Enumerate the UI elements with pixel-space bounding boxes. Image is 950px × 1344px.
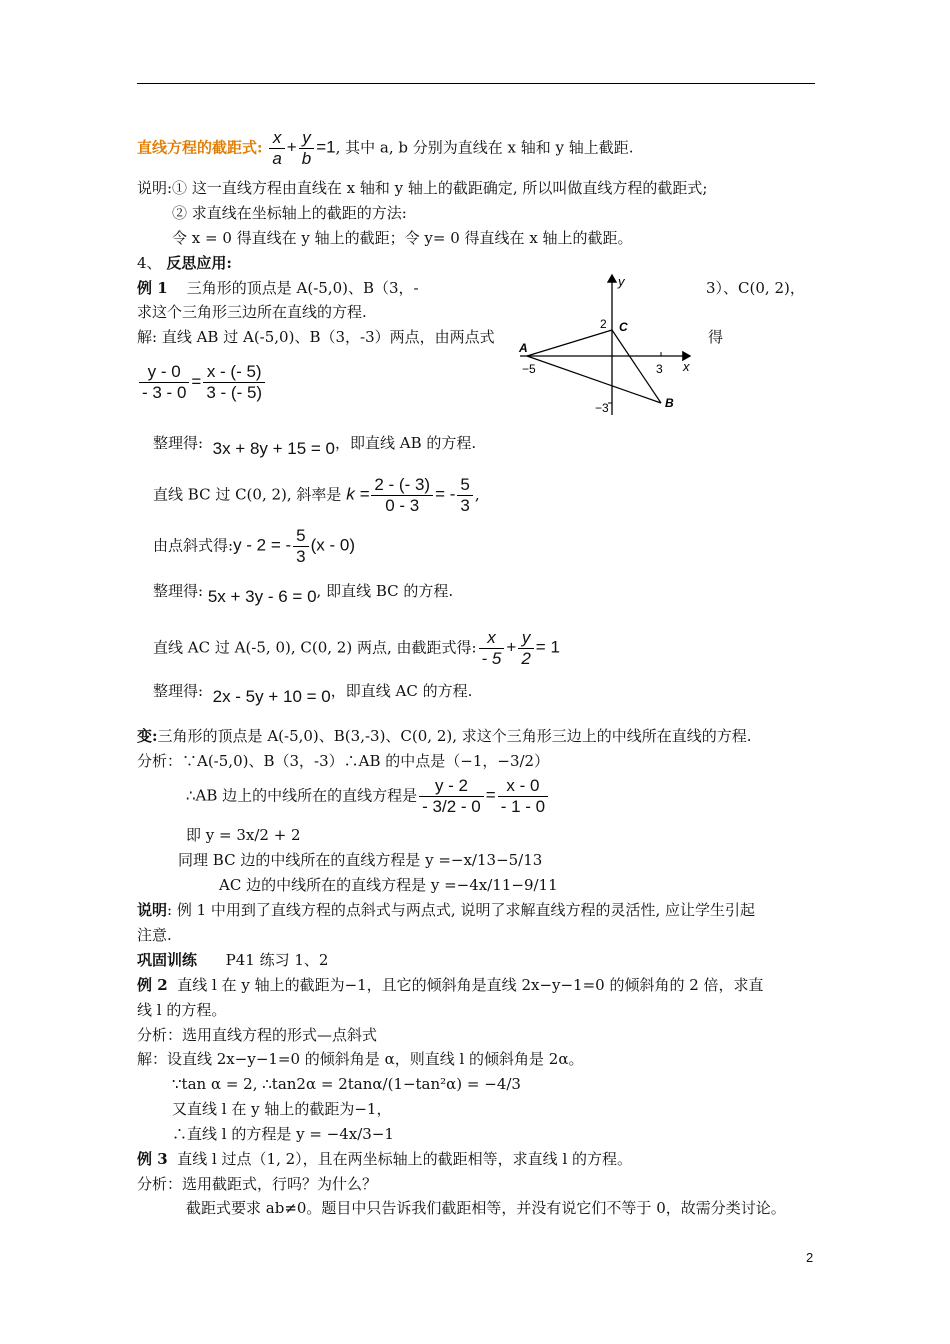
example1-solution: 解: 直线 AB 过 A(-5,0)、B（3，-3）两点，由两点式 bbox=[137, 328, 495, 346]
explain-line-2: 注意. bbox=[137, 926, 172, 944]
tick-neg5: −5 bbox=[522, 362, 536, 376]
example2-step-3: ∴直线 l 的方程是 y = −4x/3−1 bbox=[172, 1125, 394, 1143]
example3-line: 例 3 直线 l 过点（1, 2），且在两坐标轴上的截距相等，求直线 l 的方程。 bbox=[137, 1150, 633, 1168]
intercept-desc: , 其中 a, b 分别为直线在 x 轴和 y 轴上截距. bbox=[335, 138, 634, 157]
bc-slope-line: 直线 BC 过 C(0, 2), 斜率是 k = $\frac{2 - (- 3)}{0 - 3}$ = - $\frac{5}{3}$ , bbox=[153, 475, 480, 515]
y-axis-label: y bbox=[618, 274, 625, 289]
header-rule bbox=[137, 83, 815, 84]
note-3: 令 x = 0 得直线在 y 轴上的截距；令 y= 0 得直线在 x 轴上的截距。 bbox=[172, 229, 633, 247]
example2-line-2: 线 l 的方程。 bbox=[137, 1001, 227, 1019]
point-b-label: B bbox=[665, 396, 674, 410]
example2-solution: 解：设直线 2x−y−1=0 的倾斜角是 α，则直线 l 的倾斜角是 2α。 bbox=[137, 1050, 584, 1068]
practice-line: 巩固训练 P41 练习 1、2 bbox=[137, 951, 329, 969]
median-ab-line: ∴AB 边上的中线所在的直线方程是 $\frac{y - 2}{- 3/2 - 0}$ = $\frac{x - 0}{- 1 - 0}$ bbox=[186, 776, 550, 817]
variant-analysis-1: 分析：∵A(-5,0)、B（3，-3）∴AB 的中点是（−1，−3/2） bbox=[137, 752, 550, 770]
point-slope-line: 由点斜式得:y - 2 = - $\frac{5}{3}$ (x - 0) bbox=[153, 526, 356, 566]
intercept-form-line: 直线方程的截距式: $\frac{x}{a}$ + $\frac{y}{b}$ =1, 其中 a, b 分别为直线在 x 轴和 y 轴上截距. bbox=[137, 128, 634, 168]
variant-analysis-5: AC 边的中线所在的直线方程是 y =−4x/11−9/11 bbox=[219, 876, 558, 894]
example2-analysis: 分析：选用直线方程的形式—点斜式 bbox=[137, 1026, 378, 1044]
triangle-diagram bbox=[515, 270, 700, 420]
ab-result-line: 整理得: 3x + 8y + 15 = 0，即直线 AB 的方程. bbox=[153, 434, 477, 458]
intercept-heading: 直线方程的截距式: bbox=[137, 138, 263, 157]
side-ac bbox=[527, 330, 612, 356]
example1-line1-end: 3）、C(0, 2)， bbox=[706, 279, 805, 297]
variant-analysis-4: 同理 BC 边的中线所在的直线方程是 y =−x/13−5/13 bbox=[178, 851, 543, 869]
example3-step-1: 截距式要求 ab≠0。题目中只告诉我们截距相等，并没有说它们不等于 0，故需分类讨论。 bbox=[186, 1199, 786, 1217]
side-ab bbox=[527, 356, 661, 403]
frac-x-over-a: $\frac{x}{a}$ bbox=[269, 128, 284, 169]
note-2: ② 求直线在坐标轴上的截距的方法: bbox=[172, 204, 407, 222]
note-1: 说明:① 这一直线方程由直线在 x 轴和 y 轴上的截距确定, 所以叫做直线方程的截距式; bbox=[137, 179, 708, 197]
variant-analysis-3: 即 y = 3x/2 + 2 bbox=[186, 826, 301, 844]
point-c-label: C bbox=[619, 320, 628, 334]
bc-result-line: 整理得: 5x + 3y - 6 = 0, 即直线 BC 的方程. bbox=[153, 582, 454, 606]
tick-3: 3 bbox=[656, 362, 663, 376]
example2-line: 例 2 直线 l 在 y 轴上的截距为−1，且它的倾斜角是直线 2x−y−1=0 的倾斜角的 2 倍，求直 bbox=[137, 976, 764, 994]
page-number: 2 bbox=[806, 1250, 814, 1265]
ac-result-line: 整理得: 2x - 5y + 10 = 0，即直线 AC 的方程. bbox=[153, 682, 473, 706]
x-axis-label: x bbox=[683, 359, 690, 374]
example1-line1: 例 1 三角形的顶点是 A(-5,0)、B（3，- bbox=[137, 279, 419, 297]
ac-intercept-line: 直线 AC 过 A(-5, 0), C(0, 2) 两点, 由截距式得: $\frac{x}{- 5}$ + $\frac{y}{2}$ = 1 bbox=[153, 628, 560, 668]
tick-neg3: −3 bbox=[595, 401, 609, 415]
explain-line: 说明: 例 1 中用到了直线方程的点斜式与两点式, 说明了求解直线方程的灵活性, 应让学生引起 bbox=[137, 901, 755, 919]
point-a-label: A bbox=[519, 341, 528, 355]
ab-two-point-equation: $\frac{y - 0}{- 3 - 0}$ = $\frac{x - (- 5)}{3 - (- 5)}$ bbox=[137, 362, 267, 403]
variant-line: 变:三角形的顶点是 A(-5,0)、B(3,-3)、C(0, 2), 求这个三角形三边上的中线所在直线的方程. bbox=[137, 727, 752, 745]
tick-2: 2 bbox=[600, 317, 607, 331]
example1-solution-end: 得 bbox=[708, 328, 724, 346]
frac-y-over-b: $\frac{y}{b}$ bbox=[299, 128, 314, 169]
example2-step-1: ∵tan α = 2, ∴tan2α = 2tanα/(1−tan²α) = −4/3 bbox=[172, 1075, 521, 1093]
section-4-heading: 4、 反思应用: bbox=[137, 254, 232, 272]
example3-analysis: 分析：选用截距式，行吗？为什么？ bbox=[137, 1175, 378, 1193]
example1-line2: 求这个三角形三边所在直线的方程. bbox=[137, 303, 367, 321]
example2-step-2: 又直线 l 在 y 轴上的截距为−1， bbox=[172, 1100, 392, 1118]
side-cb bbox=[612, 330, 661, 403]
